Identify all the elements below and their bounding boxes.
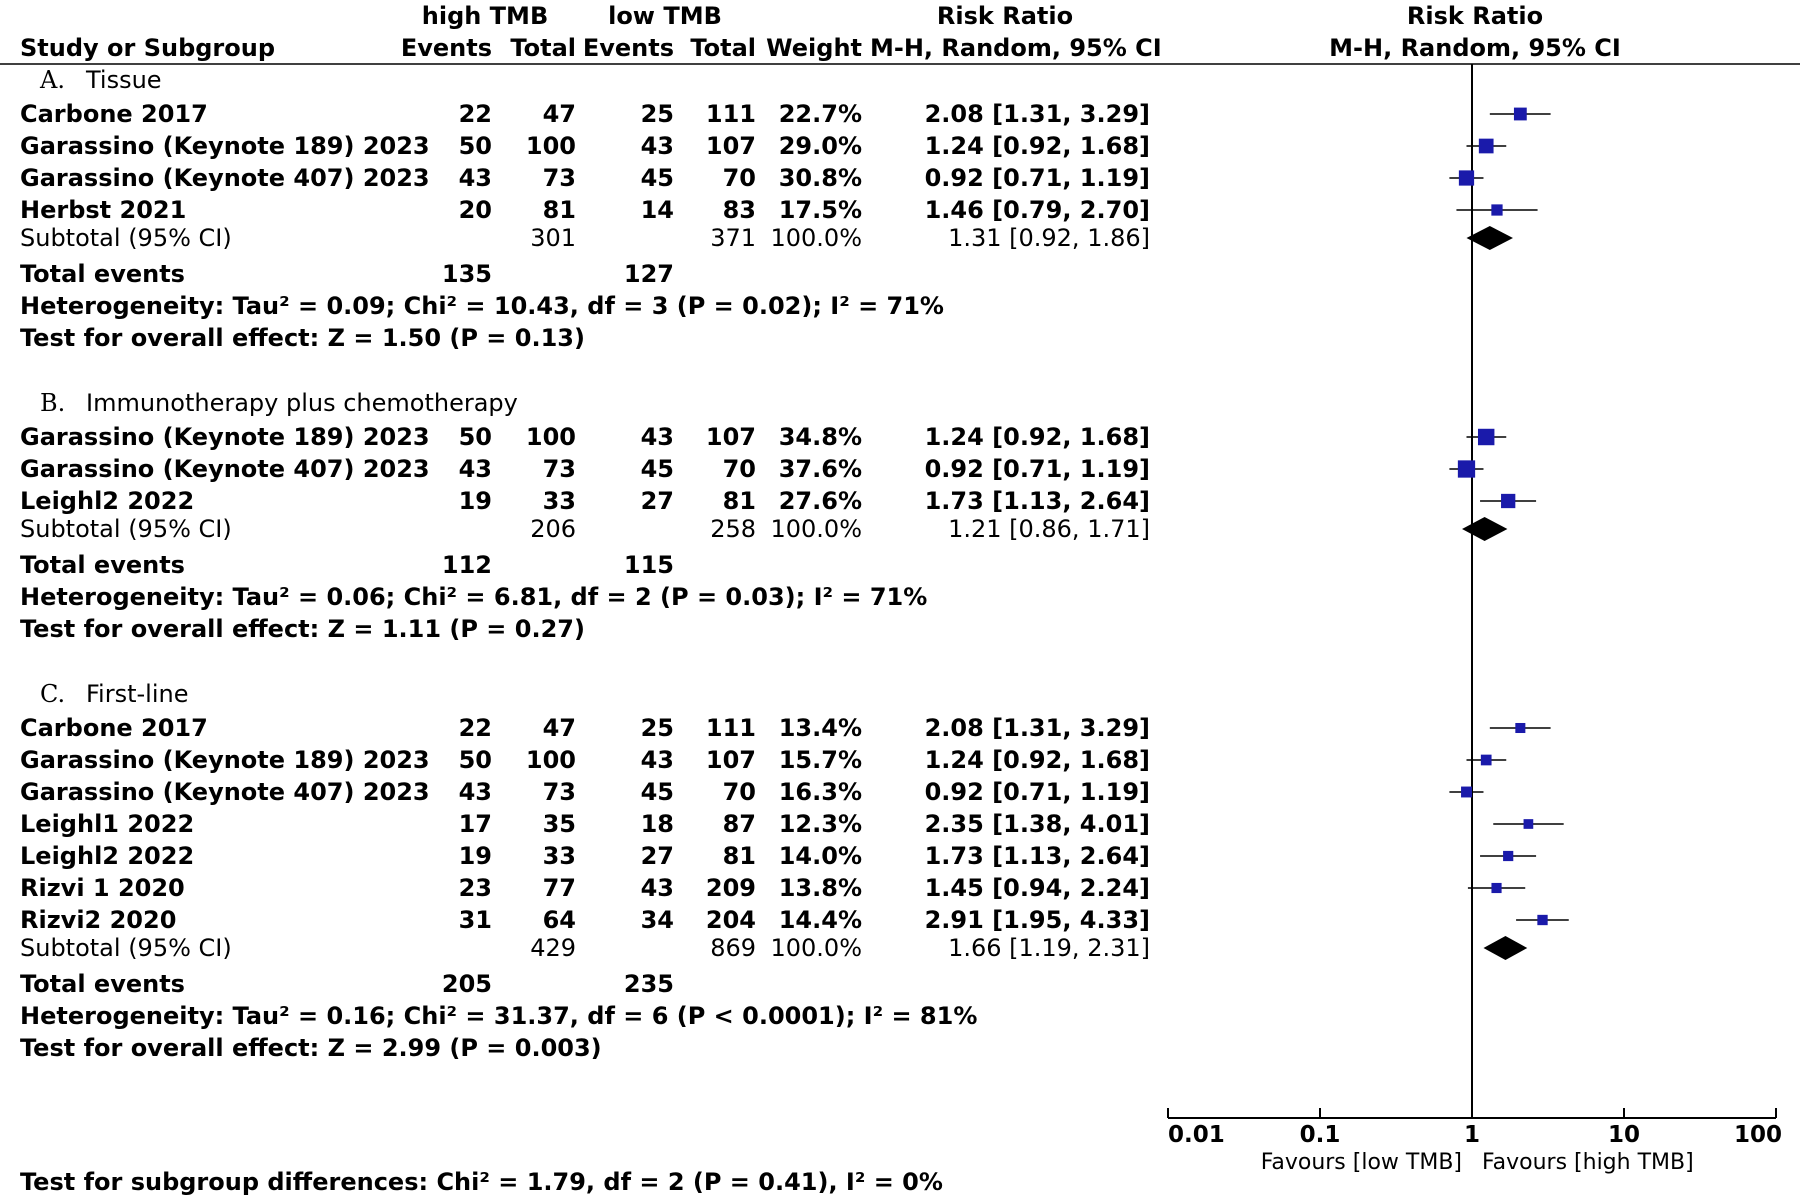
subgroup-title: Tissue (86, 66, 162, 94)
study-weight: 37.6% (778, 455, 862, 483)
events-high-tmb: 20 (458, 196, 492, 224)
study-risk-ratio-ci: 2.35 [1.38, 4.01] (924, 810, 1150, 838)
study-risk-ratio-ci: 2.08 [1.31, 3.29] (924, 714, 1150, 742)
x-tick-label: 0.1 (1299, 1122, 1341, 1148)
events-high-tmb: 19 (458, 487, 492, 515)
total-events-label: Total events (20, 970, 185, 998)
study-risk-ratio-ci: 2.91 [1.95, 4.33] (924, 906, 1150, 934)
events-low-tmb: 45 (640, 455, 674, 483)
study-risk-ratio-ci: 1.46 [0.79, 2.70] (924, 196, 1150, 224)
total-events-high-tmb: 112 (441, 551, 492, 579)
total-low-tmb: 81 (722, 487, 756, 515)
subgroup-letter: C. (40, 680, 66, 708)
subtotal-label: Subtotal (95% CI) (20, 934, 232, 962)
events-low-tmb: 43 (640, 132, 674, 160)
events-low-tmb: 45 (640, 164, 674, 192)
subtotal-high-tmb: 429 (530, 934, 576, 962)
study-point-square (1458, 460, 1475, 477)
events-high-tmb: 50 (458, 132, 492, 160)
total-low-tmb: 87 (722, 810, 756, 838)
header-plot-title: Risk Ratio (1406, 2, 1544, 30)
events-low-tmb: 27 (640, 487, 674, 515)
header-ci-column: M-H, Random, 95% CI (870, 34, 1162, 62)
total-low-tmb: 81 (722, 842, 756, 870)
events-low-tmb: 27 (640, 842, 674, 870)
total-low-tmb: 111 (705, 100, 756, 128)
heterogeneity-stats: Heterogeneity: Tau² = 0.16; Chi² = 31.37, df = 6 (P < 0.0001); I² = 81% (20, 1002, 978, 1030)
study-name: Garassino (Keynote 407) 2023 (20, 164, 430, 192)
study-weight: 34.8% (778, 423, 862, 451)
study-point-square (1515, 723, 1525, 733)
subgroup-title: Immunotherapy plus chemotherapy (86, 389, 518, 417)
study-weight: 14.0% (778, 842, 862, 870)
total-events-low-tmb: 127 (623, 260, 674, 288)
events-high-tmb: 31 (458, 906, 492, 934)
study-name: Garassino (Keynote 407) 2023 (20, 455, 430, 483)
total-low-tmb: 107 (705, 746, 756, 774)
total-high-tmb: 47 (542, 100, 576, 128)
subtotal-high-tmb: 206 (530, 515, 576, 543)
total-high-tmb: 100 (525, 423, 576, 451)
header-group2: low TMB (608, 2, 722, 30)
study-risk-ratio-ci: 2.08 [1.31, 3.29] (924, 100, 1150, 128)
events-high-tmb: 19 (458, 842, 492, 870)
events-low-tmb: 25 (640, 714, 674, 742)
study-point-square (1514, 108, 1527, 121)
header-group1: high TMB (421, 2, 549, 30)
events-low-tmb: 43 (640, 746, 674, 774)
events-high-tmb: 17 (458, 810, 492, 838)
overall-effect-test: Test for overall effect: Z = 1.11 (P = 0.27) (20, 615, 585, 643)
study-risk-ratio-ci: 1.45 [0.94, 2.24] (924, 874, 1150, 902)
header-plot-ci: M-H, Random, 95% CI (1329, 34, 1621, 62)
total-high-tmb: 100 (525, 132, 576, 160)
header-events1: Events (400, 34, 492, 62)
subtotal-risk-ratio-ci: 1.66 [1.19, 2.31] (948, 934, 1150, 962)
subgroup-title: First-line (86, 680, 189, 708)
subtotal-diamond (1462, 517, 1507, 541)
total-high-tmb: 77 (542, 874, 576, 902)
subtotal-low-tmb: 371 (710, 224, 756, 252)
study-weight: 13.4% (778, 714, 862, 742)
x-tick-label: 1 (1463, 1122, 1481, 1148)
study-point-square (1479, 139, 1494, 154)
events-high-tmb: 50 (458, 423, 492, 451)
total-events-label: Total events (20, 260, 185, 288)
study-point-square (1481, 755, 1492, 766)
total-low-tmb: 83 (722, 196, 756, 224)
total-low-tmb: 70 (722, 455, 756, 483)
total-high-tmb: 100 (525, 746, 576, 774)
study-point-square (1459, 170, 1474, 185)
events-low-tmb: 18 (640, 810, 674, 838)
study-name: Rizvi2 2020 (20, 906, 177, 934)
total-low-tmb: 70 (722, 778, 756, 806)
subgroup-letter: A. (40, 66, 65, 94)
total-high-tmb: 64 (542, 906, 576, 934)
subgroup-differences-test: Test for subgroup differences: Chi² = 1.79, df = 2 (P = 0.41), I² = 0% (20, 1168, 943, 1196)
events-low-tmb: 25 (640, 100, 674, 128)
total-high-tmb: 73 (542, 164, 576, 192)
header-study-column: Study or Subgroup (20, 34, 276, 62)
events-high-tmb: 43 (458, 778, 492, 806)
study-name: Carbone 2017 (20, 100, 208, 128)
heterogeneity-stats: Heterogeneity: Tau² = 0.06; Chi² = 6.81, df = 2 (P = 0.03); I² = 71% (20, 583, 928, 611)
overall-effect-test: Test for overall effect: Z = 1.50 (P = 0.13) (20, 324, 585, 352)
study-risk-ratio-ci: 1.73 [1.13, 2.64] (924, 487, 1150, 515)
study-name: Rizvi 1 2020 (20, 874, 185, 902)
subtotal-label: Subtotal (95% CI) (20, 224, 232, 252)
total-events-high-tmb: 205 (441, 970, 492, 998)
subtotal-label: Subtotal (95% CI) (20, 515, 232, 543)
study-name: Garassino (Keynote 407) 2023 (20, 778, 430, 806)
header-rr-title: Risk Ratio (936, 2, 1074, 30)
study-risk-ratio-ci: 1.24 [0.92, 1.68] (924, 423, 1150, 451)
study-risk-ratio-ci: 0.92 [0.71, 1.19] (924, 778, 1150, 806)
total-high-tmb: 73 (542, 455, 576, 483)
study-risk-ratio-ci: 0.92 [0.71, 1.19] (924, 164, 1150, 192)
study-weight: 29.0% (778, 132, 862, 160)
subtotal-low-tmb: 869 (710, 934, 756, 962)
study-point-square (1524, 819, 1534, 829)
subtotal-weight: 100.0% (770, 515, 862, 543)
events-high-tmb: 50 (458, 746, 492, 774)
heterogeneity-stats: Heterogeneity: Tau² = 0.09; Chi² = 10.43, df = 3 (P = 0.02); I² = 71% (20, 292, 944, 320)
total-low-tmb: 204 (705, 906, 756, 934)
study-weight: 15.7% (778, 746, 862, 774)
total-events-low-tmb: 115 (623, 551, 674, 579)
study-weight: 22.7% (778, 100, 862, 128)
total-high-tmb: 35 (542, 810, 576, 838)
x-tick-label: 100 (1733, 1122, 1782, 1148)
total-events-low-tmb: 235 (623, 970, 674, 998)
header-events2: Events (582, 34, 674, 62)
study-risk-ratio-ci: 0.92 [0.71, 1.19] (924, 455, 1150, 483)
total-high-tmb: 33 (542, 842, 576, 870)
events-high-tmb: 43 (458, 455, 492, 483)
study-name: Herbst 2021 (20, 196, 187, 224)
study-weight: 16.3% (778, 778, 862, 806)
study-risk-ratio-ci: 1.24 [0.92, 1.68] (924, 132, 1150, 160)
header-weight: Weight (766, 34, 862, 62)
total-low-tmb: 70 (722, 164, 756, 192)
study-point-square (1478, 429, 1494, 445)
events-low-tmb: 14 (640, 196, 674, 224)
subtotal-diamond (1483, 936, 1527, 960)
total-low-tmb: 111 (705, 714, 756, 742)
study-weight: 13.8% (778, 874, 862, 902)
events-low-tmb: 34 (640, 906, 674, 934)
subtotal-risk-ratio-ci: 1.21 [0.86, 1.71] (948, 515, 1150, 543)
study-risk-ratio-ci: 1.24 [0.92, 1.68] (924, 746, 1150, 774)
study-point-square (1491, 204, 1502, 215)
subtotal-diamond (1466, 226, 1512, 250)
study-point-square (1461, 787, 1472, 798)
total-low-tmb: 107 (705, 132, 756, 160)
favours-high-tmb-label: Favours [high TMB] (1482, 1150, 1694, 1175)
study-weight: 14.4% (778, 906, 862, 934)
total-high-tmb: 73 (542, 778, 576, 806)
study-name: Garassino (Keynote 189) 2023 (20, 746, 430, 774)
study-point-square (1501, 494, 1515, 508)
x-tick-label: 10 (1607, 1122, 1641, 1148)
subgroup-letter: B. (40, 389, 66, 417)
study-name: Leighl2 2022 (20, 842, 195, 870)
study-name: Leighl1 2022 (20, 810, 195, 838)
study-name: Carbone 2017 (20, 714, 208, 742)
events-low-tmb: 45 (640, 778, 674, 806)
header-total2: Total (690, 34, 756, 62)
favours-low-tmb-label: Favours [low TMB] (1260, 1150, 1462, 1175)
study-weight: 12.3% (778, 810, 862, 838)
subtotal-risk-ratio-ci: 1.31 [0.92, 1.86] (948, 224, 1150, 252)
events-low-tmb: 43 (640, 423, 674, 451)
study-name: Leighl2 2022 (20, 487, 195, 515)
study-point-square (1537, 915, 1547, 925)
total-high-tmb: 81 (542, 196, 576, 224)
total-low-tmb: 107 (705, 423, 756, 451)
header-total1: Total (510, 34, 576, 62)
x-tick-label: 0.01 (1168, 1122, 1225, 1148)
events-high-tmb: 23 (458, 874, 492, 902)
study-weight: 30.8% (778, 164, 862, 192)
total-events-label: Total events (20, 551, 185, 579)
events-high-tmb: 43 (458, 164, 492, 192)
subtotal-high-tmb: 301 (530, 224, 576, 252)
study-name: Garassino (Keynote 189) 2023 (20, 423, 430, 451)
subtotal-weight: 100.0% (770, 934, 862, 962)
study-point-square (1491, 883, 1501, 893)
events-high-tmb: 22 (458, 100, 492, 128)
subtotal-low-tmb: 258 (710, 515, 756, 543)
study-name: Garassino (Keynote 189) 2023 (20, 132, 430, 160)
total-high-tmb: 33 (542, 487, 576, 515)
events-low-tmb: 43 (640, 874, 674, 902)
overall-effect-test: Test for overall effect: Z = 2.99 (P = 0.003) (20, 1034, 602, 1062)
study-weight: 27.6% (778, 487, 862, 515)
study-point-square (1503, 851, 1513, 861)
total-high-tmb: 47 (542, 714, 576, 742)
subtotal-weight: 100.0% (770, 224, 862, 252)
study-weight: 17.5% (778, 196, 862, 224)
study-risk-ratio-ci: 1.73 [1.13, 2.64] (924, 842, 1150, 870)
events-high-tmb: 22 (458, 714, 492, 742)
total-low-tmb: 209 (705, 874, 756, 902)
total-events-high-tmb: 135 (441, 260, 492, 288)
